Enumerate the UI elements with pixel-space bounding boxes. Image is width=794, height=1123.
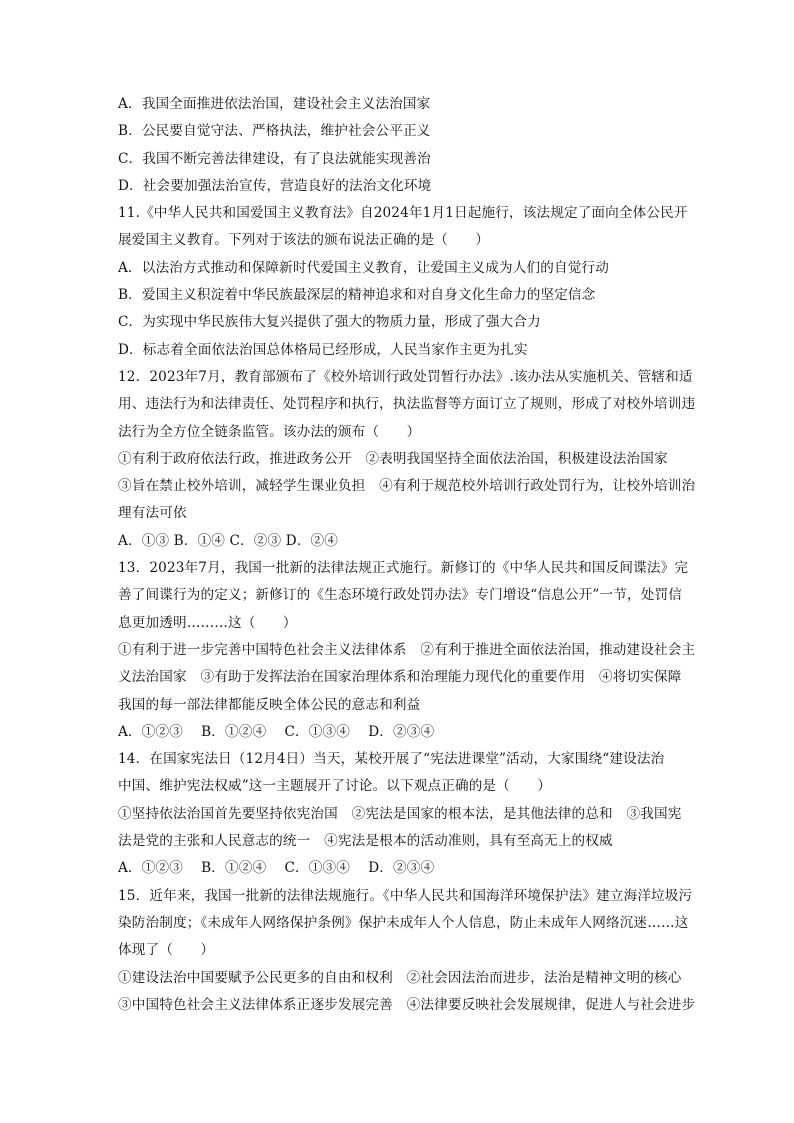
question-stem: 息更加透明………这（ ） [118,614,297,631]
question-11 [118,200,710,364]
answer-options: A．①②③ B．①②④ C．①③④ D．②③④ [118,723,435,740]
question-15 [118,883,710,1019]
option-b: B．公民要自觉守法、严格执法，维护社会公平正义 [118,123,431,140]
question-12 [118,364,710,555]
question-statements: 义法治国家 ③有助于发挥法治在国家治理体系和治理能力现代化的重要作用 ④将切实保障 [118,669,682,686]
option-d: D．社会要加强法治宣传，营造良好的法治文化环境 [118,177,432,194]
question-stem: 染防治制度；《未成年人网络保护条例》保护未成年人个人信息，防止未成年人网络沉迷……这 [118,914,689,931]
question-stem: 12．2023年7月，教育部颁布了《校外培训行政处罚暂行办法》.该办法从实施机关、管辖和适 [118,368,693,385]
question-statements: ①建设法治中国要赋予公民更多的自由和权利 ②社会因法治而进步，法治是精神文明的核心 [118,969,682,986]
question-stem: 13．2023年7月，我国一批新的法律法规正式施行。新修订的《中华人民共和国反间谍法》完 [118,560,689,577]
question-stem: 体现了（ ） [118,942,215,959]
option-d: D．标志着全面依法治国总体格局已经形成，人民当家作主更为扎实 [118,341,528,358]
question-statements: ③中国特色社会主义法律体系正逐步发展完善 ④法律要反映社会发展规律，促进人与社会进步 [118,996,696,1013]
question-statements: 法是党的主张和人民意志的统一 ④宪法是根本的活动准则，具有至高无上的权威 [118,833,613,850]
question-statements: 理有法可依 [118,505,187,522]
question-stem: 14．在国家宪法日（12月4日）当天，某校开展了“宪法进课堂”活动，大家围绕“建设法治 [118,751,665,768]
question-stem: 中国、维护宪法权威”这一主题展开了讨论。以下观点正确的是（ ） [118,778,552,795]
question-statements: ①有利于政府依法行政，推进政务公开 ②表明我国坚持全面依法治国，积极建设法治国家 [118,450,668,467]
option-c: C．为实现中华民族伟大复兴提供了强大的物质力量，形成了强大合力 [118,314,541,331]
question-stem: 法行为全方位全链条监管。该办法的颁布（ ） [118,423,421,440]
option-c: C．我国不断完善法律建设，有了良法就能实现善治 [118,150,431,167]
option-a: A．以法治方式推动和保障新时代爱国主义教育，让爱国主义成为人们的自觉行动 [118,259,609,276]
question-stem: 展爱国主义教育。下列对于该法的颁布说法正确的是（ ） [118,232,490,249]
question-statements: ①有利于进一步完善中国特色社会主义法律体系 ②有利于推进全面依法治国，推动建设社会主 [118,641,696,658]
question-stem: 11.《中华人民共和国爱国主义教育法》自2024年1月1日起施行，该法规定了面向全体公民开 [118,205,688,222]
answer-options: A．①②③ B．①②④ C．①③④ D．②③④ [118,860,435,877]
question-10-options [118,91,710,200]
option-a: A．我国全面推进依法治国，建设社会主义法治国家 [118,96,431,112]
question-statements: ③旨在禁止校外培训，减轻学生课业负担 ④有利于规范校外培训行政处罚行为，让校外培训治 [118,478,696,495]
exam-content [118,91,710,1019]
question-statements: 我国的每一部法律都能反映全体公民的意志和利益 [118,696,421,713]
question-13 [118,555,710,746]
question-14 [118,746,710,882]
answer-options: A．①③ B．①④ C．②③ D．②④ [118,532,339,549]
question-stem: 15．近年来，我国一批新的法律法规施行。《中华人民共和国海洋环境保护法》建立海洋垃圾污 [118,887,693,904]
option-b: B．爱国主义积淀着中华民族最深层的精神追求和对自身文化生命力的坚定信念 [118,287,596,304]
question-stem: 善了间谍行为的定义；新修订的《生态环境行政处罚办法》专门增设“信息公开”一节，处罚信 [118,587,682,604]
question-stem: 用、违法行为和法律责任、处罚程序和执行，执法监督等方面订立了规则，形成了对校外培训违 [118,396,696,413]
question-statements: ①坚持依法治国首先要坚持依宪治国 ②宪法是国家的根本法，是其他法律的总和 ③我国宪 [118,805,682,822]
